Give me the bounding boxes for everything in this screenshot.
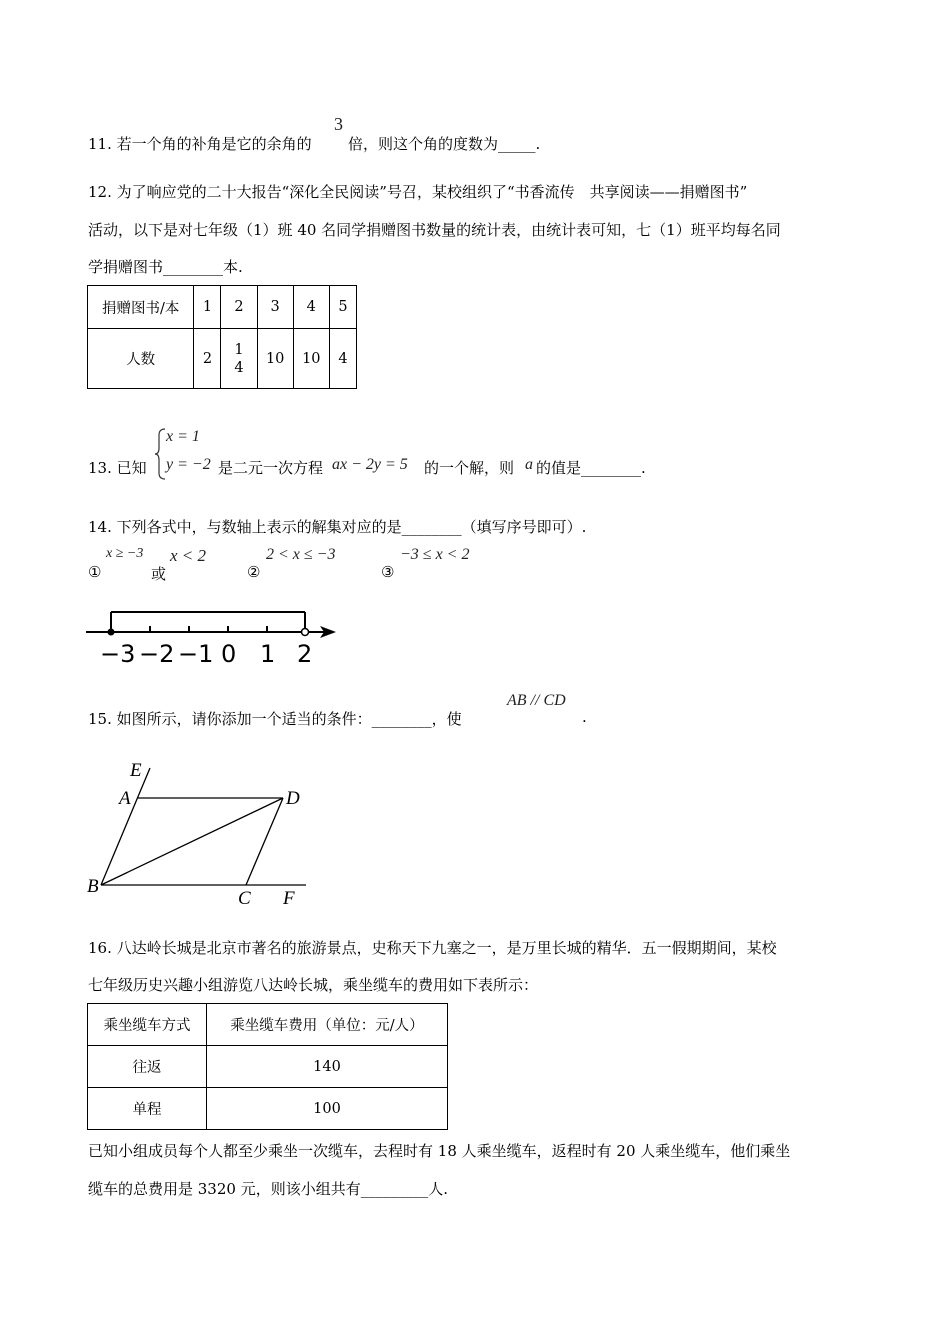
q11-factor: 3 <box>334 114 343 134</box>
q12-table-cell: 5 <box>329 286 356 329</box>
q16-table-row <box>88 1046 448 1088</box>
q12-table-cell-wrapped <box>221 329 257 389</box>
q13-sys-eq1: x = 1 <box>166 428 200 445</box>
q12-line1: 12. 为了响应党的二十大报告“深化全民阅读”号召，某校组织了“书香流传 共享阅读——捐赠图书” <box>88 183 748 201</box>
numberline-label: 2 <box>297 640 313 668</box>
q15-prefix: 15. 如图所示，请你添加一个适当的条件：________，使 <box>88 710 462 728</box>
q16-line3: 已知小组成员每个人都至少乘坐一次缆车，去程时有 18 人乘坐缆车，返程时有 20 人乘坐缆车，他们乘坐 <box>88 1142 791 1160</box>
q12-line3: 学捐赠图书________本. <box>88 258 243 276</box>
q16-line2: 七年级历史兴趣小组游览八达岭长城，乘坐缆车的费用如下表所示： <box>88 976 539 994</box>
q13-suffix-a: 的一个解，则 <box>424 459 515 477</box>
q15-suffix: . <box>582 708 587 726</box>
q14-option-2-mark: ② <box>247 563 261 581</box>
q16-line1: 16. 八达岭长城是北京市著名的旅游景点，史称天下九塞之一，是万里长城的精华．五一假期期间，某校 <box>88 939 777 957</box>
numberline-label: 1 <box>260 640 276 668</box>
q14-option-2: 2 < x ≤ −3 <box>266 546 336 563</box>
q12-table-cell: 10 <box>293 329 329 389</box>
q16-table-header: 乘坐缆车方式 <box>88 1004 207 1046</box>
q16-table-row <box>88 1088 448 1130</box>
q13-prefix: 13. 已知 <box>88 459 147 477</box>
q16-table-cell: 100 <box>207 1088 448 1130</box>
point-label: A <box>119 788 131 809</box>
q12-table-header: 人数 <box>88 329 194 389</box>
q16-line4: 缆车的总费用是 3320 元，则该小组共有_________人. <box>88 1180 448 1198</box>
q12-table-cell: 4 <box>329 329 356 389</box>
q13-sys-eq2: y = −2 <box>166 456 211 473</box>
q14-option-1-mark: ① <box>88 563 102 581</box>
q12-table-cell: 10 <box>257 329 293 389</box>
q14-stem: 14. 下列各式中，与数轴上表示的解集对应的是________（填写序号即可）. <box>88 518 587 536</box>
q16-table-row <box>88 1004 448 1046</box>
q12-table-cell: 2 <box>221 286 257 329</box>
numberline-label: 0 <box>221 640 237 668</box>
q14-option-1-b: x < 2 <box>170 546 207 565</box>
number-line <box>84 605 344 645</box>
q16-table-cell: 往返 <box>88 1046 207 1088</box>
q12-line2: 活动，以下是对七年级（1）班 40 名同学捐赠图书数量的统计表，由统计表可知，七（1）班平均每名同 <box>88 221 781 239</box>
point-label: E <box>130 760 142 781</box>
q13-equation: ax − 2y = 5 <box>332 456 408 473</box>
q12-table-cell: 3 <box>257 286 293 329</box>
q16-table-cell: 单程 <box>88 1088 207 1130</box>
q12-table-row <box>88 286 357 329</box>
q12-table-row <box>88 329 357 389</box>
q16-table-cell: 140 <box>207 1046 448 1088</box>
q14-option-3-mark: ③ <box>381 563 395 581</box>
open-dot-icon <box>302 629 309 636</box>
q11-suffix: 倍，则这个角的度数为_____. <box>348 135 541 153</box>
q12-table-cell: 1 <box>194 286 221 329</box>
q13-var: a <box>525 456 533 473</box>
q14-option-1-a: x ≥ −3 <box>106 546 144 561</box>
q13-mid: 是二元一次方程 <box>218 459 324 477</box>
q12-cell-bottom-digit: 4 <box>234 359 244 376</box>
q12-table-cell: 2 <box>194 329 221 389</box>
q15-condition: AB // CD <box>507 692 566 709</box>
point-label: F <box>283 888 295 909</box>
q12-cell-top-digit: 1 <box>234 341 244 358</box>
point-label: C <box>238 888 251 909</box>
numberline-label: −2 <box>139 640 175 668</box>
q12-table <box>87 285 357 389</box>
numberline-label: −1 <box>178 640 214 668</box>
numberline-label: −3 <box>100 640 136 668</box>
q11-prefix: 11. 若一个角的补角是它的余角的 <box>88 135 312 153</box>
q14-option-3: −3 ≤ x < 2 <box>400 546 470 563</box>
point-label: D <box>286 788 300 809</box>
q14-option-1-or: 或 <box>151 565 167 583</box>
q12-table-header: 捐赠图书/本 <box>88 286 194 329</box>
q12-table-cell: 4 <box>293 286 329 329</box>
q13-suffix-b: 的值是________. <box>536 459 646 477</box>
closed-dot-icon <box>108 629 115 636</box>
q16-table-header: 乘坐缆车费用（单位：元/人） <box>207 1004 448 1046</box>
point-label: B <box>87 876 99 897</box>
q16-table <box>87 1003 448 1130</box>
